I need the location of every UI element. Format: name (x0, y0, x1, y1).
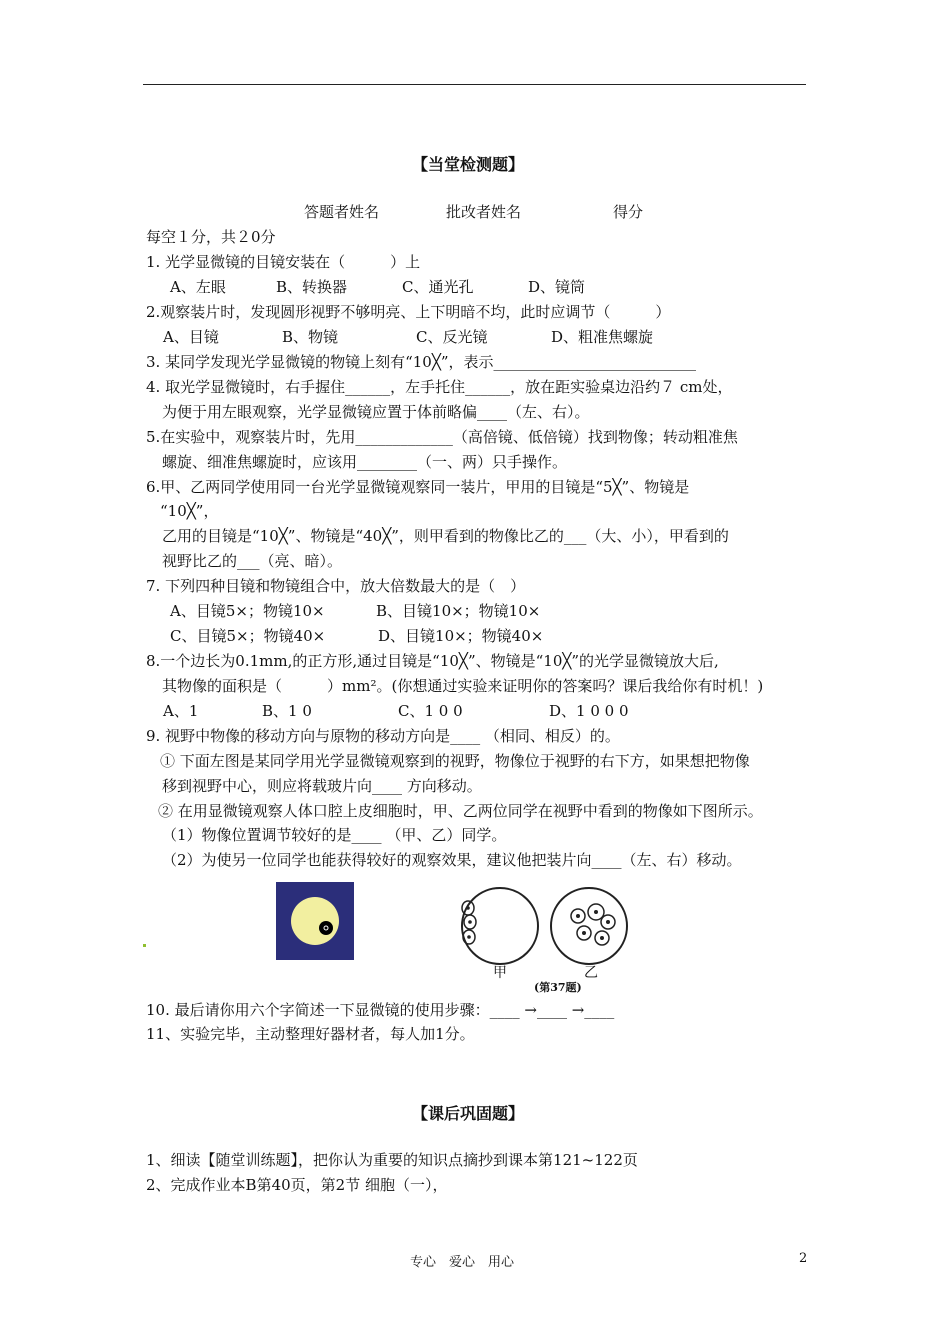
question-8-line-1: 8.一个边长为0.1mm,的正方形,通过目镜是“10╳”、物镜是“10╳”的光学显微镜放大后, (146, 652, 719, 670)
q7-option-d: D、目镜10×；物镜40× (378, 627, 544, 645)
specimen-dot (319, 921, 333, 935)
q7-option-b: B、目镜10×；物镜10× (376, 602, 541, 620)
q2-option-c: C、反光镜 (416, 328, 488, 346)
answerer-name-field: 答题者姓名 (304, 203, 380, 221)
scoring-note: 每空１分，共２0分 (146, 228, 276, 246)
question-9-part-2-a: （1）物像位置调节较好的是____ （甲、乙）同学。 (162, 826, 507, 844)
section-title-homework: 【课后巩固题】 (412, 1104, 525, 1123)
question-6-line-1: 6.甲、乙两同学使用同一台光学显微镜观察同一装片，甲用的目镜是“5╳”、物镜是 (146, 478, 690, 496)
q2-option-a: A、目镜 (163, 328, 219, 346)
stray-mark (143, 944, 146, 947)
question-3: 3. 某同学发现光学显微镜的物镜上刻有“10╳”，表示___________________________ (146, 353, 697, 371)
question-1: 1. 光学显微镜的目镜安装在（ ）上 (146, 253, 421, 271)
score-field: 得分 (613, 203, 644, 221)
question-2: 2.观察装片时，发现圆形视野不够明亮、上下明暗不均，此时应调节（ ） (146, 303, 671, 321)
homework-item-1: 1、细读【随堂训练题】，把你认为重要的知识点摘抄到课本第121~122页 (146, 1151, 638, 1169)
q8-option-a: A、1 (163, 702, 199, 720)
footer-motto: 专心 爱心 用心 (410, 1255, 515, 1270)
microscope-field-figure (276, 882, 354, 960)
q2-option-d: D、粗准焦螺旋 (551, 328, 654, 346)
question-11: 11、实验完毕，主动整理好器材者，每人加1分。 (146, 1025, 475, 1043)
q1-option-a: A、左眼 (170, 278, 226, 296)
grader-name-field: 批改者姓名 (446, 203, 522, 221)
question-6-line-2: “10╳”， (160, 502, 219, 520)
field-circle (291, 897, 339, 945)
q1-option-d: D、镜筒 (528, 278, 586, 296)
yi-field-circle (551, 888, 627, 964)
page-number: 2 (799, 1251, 808, 1266)
q2-option-b: B、物镜 (282, 328, 339, 346)
question-9-part-1-line-2: 移到视野中心，则应将载玻片向____ 方向移动。 (162, 777, 482, 795)
question-9: 9. 视野中物像的移动方向与原物的移动方向是____ （相同、相反）的。 (146, 727, 620, 745)
q1-option-c: C、通光孔 (402, 278, 474, 296)
question-6-line-3: 乙用的目镜是“10╳”、物镜是“40╳”，则甲看到的物像比乙的___（大、小），甲看到的 (162, 527, 729, 545)
q7-option-c: C、目镜5×；物镜40× (170, 627, 326, 645)
q7-option-a: A、目镜5×；物镜10× (170, 602, 325, 620)
question-10: 10. 最后请你用六个字简述一下显微镜的使用步骤：____ →____ →____ (146, 1001, 615, 1019)
question-7: 7. 下列四种目镜和物镜组合中，放大倍数最大的是（ ） (146, 577, 526, 595)
q8-option-d: D、1 0 0 0 (549, 702, 629, 720)
homework-item-2: 2、完成作业本B第40页，第2节 细胞（一）， (146, 1176, 448, 1194)
q8-option-c: C、1 0 0 (398, 702, 463, 720)
label-yi: 乙 (584, 965, 598, 981)
question-9-part-1-line-1: ① 下面左图是某同学用光学显微镜观察到的视野，物像位于视野的右下方，如果想把物像 (160, 752, 750, 770)
question-6-line-4: 视野比乙的___（亮、暗）。 (162, 552, 343, 570)
question-4-line-1: 4. 取光学显微镜时，右手握住______，左手托住______，放在距实验桌边沿约７ cm处， (146, 378, 733, 396)
question-9-part-2-b: （2）为使另一位同学也能获得较好的观察效果，建议他把装片向____（左、右）移动。 (162, 851, 742, 869)
question-4-line-2: 为便于用左眼观察，光学显微镜应置于体前略偏____（左、右）。 (162, 403, 590, 421)
q8-option-b: B、1 0 (262, 702, 312, 720)
question-5-line-1: 5.在实验中，观察装片时，先用_____________（高倍镜、低倍镜）找到物像；转动粗准焦 (146, 428, 738, 446)
figure-caption: (第37题) (534, 981, 582, 994)
cell-views-figure (458, 882, 630, 990)
question-8-line-2: 其物像的面积是（ ）mm²。(你想通过实验来证明你的答案吗？课后我给你有时机！) (162, 677, 764, 695)
label-jia: 甲 (493, 965, 507, 981)
question-9-part-2: ② 在用显微镜观察人体口腔上皮细胞时，甲、乙两位同学在视野中看到的物像如下图所示。 (158, 802, 763, 820)
question-5-line-2: 螺旋、细准焦螺旋时，应该用________（一、两）只手操作。 (162, 453, 568, 471)
q1-option-b: B、转换器 (276, 278, 348, 296)
section-title-quiz: 【当堂检测题】 (412, 155, 525, 174)
jia-field-circle (462, 888, 538, 964)
header-rule (143, 84, 806, 85)
